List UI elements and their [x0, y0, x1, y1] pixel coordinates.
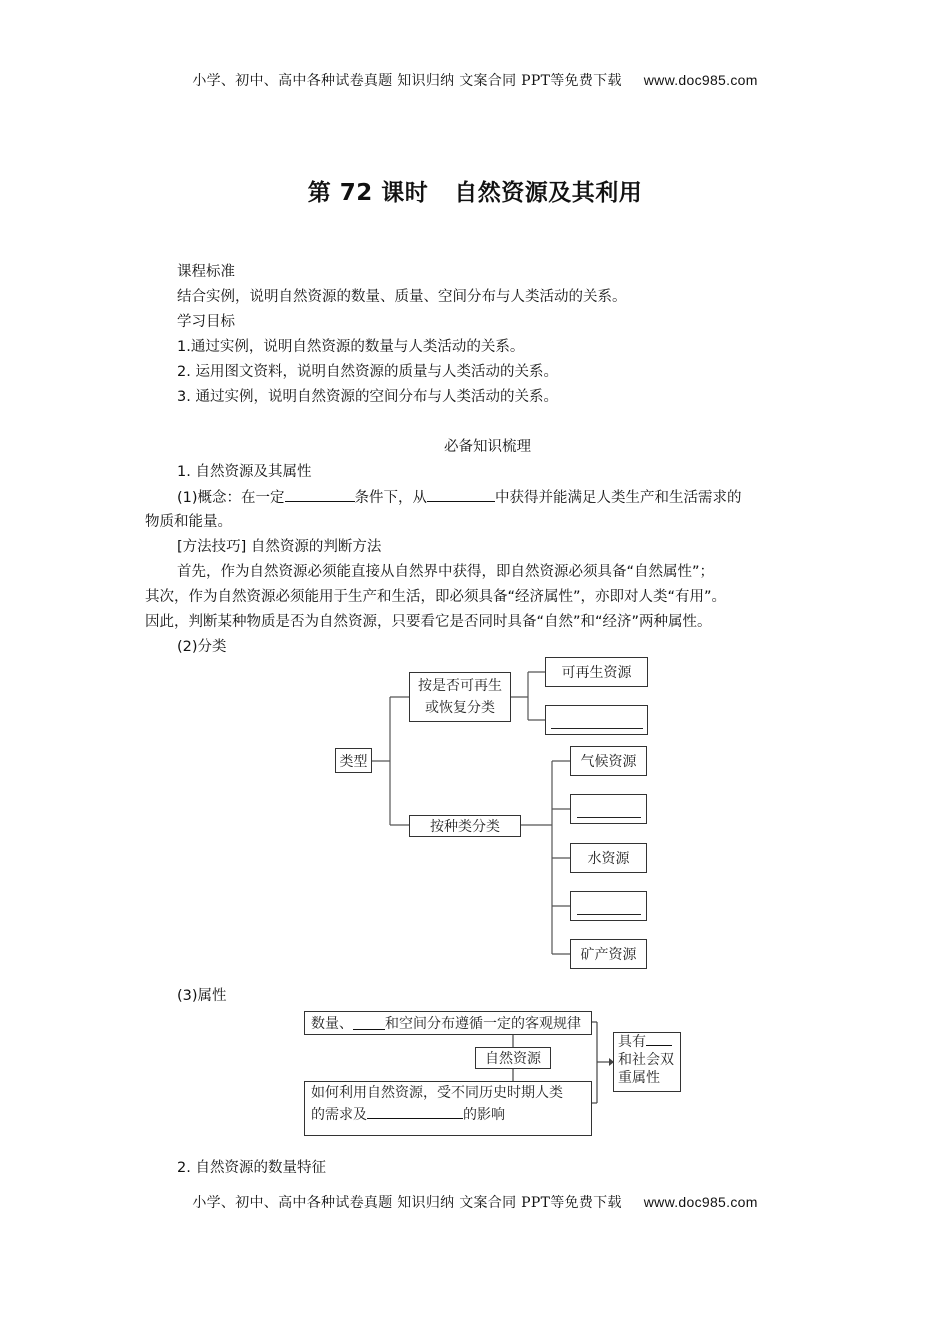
method-text: 其次，作为自然资源必须能用于生产和生活，即必须具备“经济属性”，亦即对人类“有用”。: [145, 589, 727, 605]
standard-text: 结合实例，说明自然资源的数量、质量、空间分布与人类活动的关系。: [177, 289, 627, 305]
footer-site: www.doc985.com: [643, 1194, 758, 1210]
attr-heading: (3)属性: [177, 988, 227, 1004]
climate-resource-box: 气候资源: [570, 746, 647, 776]
goal-item: 2. 运用图文资料，说明自然资源的质量与人类活动的关系。: [177, 364, 558, 380]
category-criterion-box: 按种类分类: [409, 815, 521, 837]
renewable-resource-box: 可再生资源: [545, 657, 648, 687]
lesson-topic: 自然资源及其利用: [454, 180, 643, 206]
goals-heading: 学习目标: [177, 314, 235, 330]
concept-line-2: 物质和能量。: [145, 514, 232, 530]
method-heading: [方法技巧] 自然资源的判断方法: [177, 539, 382, 555]
blank-resource-box[interactable]: [570, 891, 647, 921]
section-heading: 必备知识梳理: [444, 439, 531, 455]
lesson-number: 第 72 课时: [307, 180, 429, 206]
classify-heading: (2)分类: [177, 639, 227, 655]
subsection-2-heading: 2. 自然资源的数量特征: [177, 1160, 326, 1176]
fill-blank[interactable]: [367, 1106, 463, 1119]
water-resource-box: 水资源: [570, 843, 647, 873]
method-text: 因此，判断某种物质是否为自然资源，只要看它是否同时具备“自然”和“经济”两种属性。: [145, 614, 712, 630]
attr-center-box: 自然资源: [475, 1047, 551, 1069]
fill-blank[interactable]: [646, 1033, 672, 1046]
header-text: 小学、初中、高中各种试卷真题 知识归纳 文案合同 PPT等免费下载: [192, 73, 622, 89]
attr-right-box: 具有 和社会双 重属性: [613, 1032, 681, 1092]
fill-blank[interactable]: [551, 718, 643, 729]
subsection-1-heading: 1. 自然资源及其属性: [177, 464, 312, 480]
goal-item: 3. 通过实例，说明自然资源的空间分布与人类活动的关系。: [177, 389, 558, 405]
renewable-criterion-box: 按是否可再生 或恢复分类: [409, 672, 511, 722]
standard-heading: 课程标准: [177, 264, 235, 280]
blank-resource-box[interactable]: [545, 705, 648, 735]
fill-blank[interactable]: [577, 904, 641, 915]
mineral-resource-box: 矿产资源: [570, 939, 647, 969]
goal-item: 1.通过实例，说明自然资源的数量与人类活动的关系。: [177, 339, 525, 355]
method-text: 首先，作为自然资源必须能直接从自然界中获得，即自然资源必须具备“自然属性”；: [177, 564, 715, 580]
fill-blank[interactable]: [577, 807, 641, 818]
footer-text: 小学、初中、高中各种试卷真题 知识归纳 文案合同 PPT等免费下载: [192, 1195, 622, 1211]
concept-line: (1)概念：在一定 条件下，从 中获得并能满足人类生产和生活需求的: [177, 487, 742, 508]
blank-resource-box[interactable]: [570, 794, 647, 824]
header-site: www.doc985.com: [643, 72, 758, 88]
type-root-box: 类型: [335, 748, 372, 773]
attr-top-box: 数量、 和空间分布遵循一定的客观规律: [304, 1011, 592, 1035]
attr-bottom-box: 如何利用自然资源，受不同历史时期人类 的需求及 的影响: [304, 1081, 592, 1136]
fill-blank[interactable]: [353, 1017, 385, 1030]
